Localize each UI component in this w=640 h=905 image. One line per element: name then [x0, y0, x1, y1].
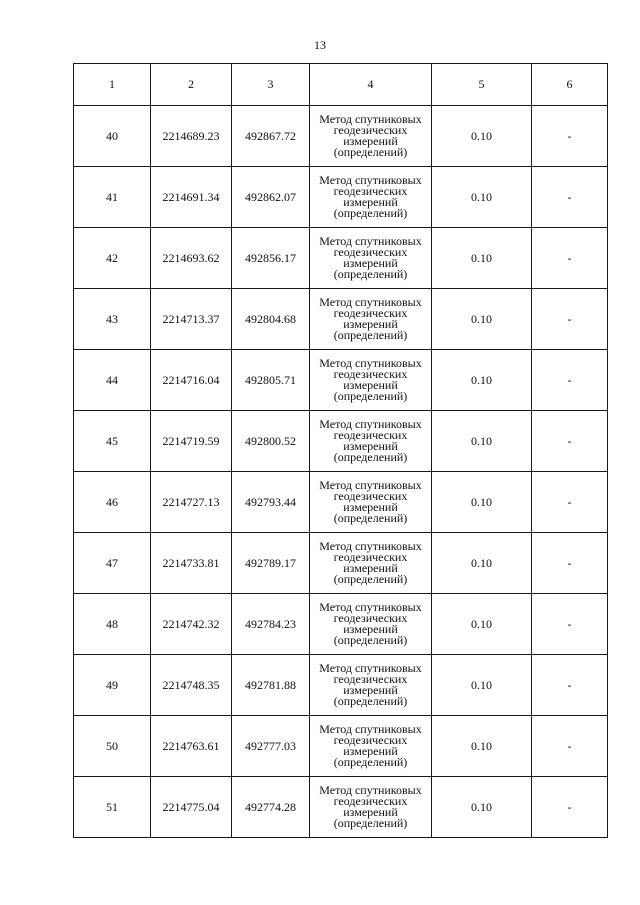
method-line: геодезических: [333, 550, 408, 564]
point-number-cell: 51: [74, 777, 151, 838]
point-number-cell: 45: [74, 411, 151, 472]
point-number-cell: 49: [74, 655, 151, 716]
page-number: 13: [314, 38, 326, 52]
table-body: [74, 64, 608, 838]
table-row: [74, 716, 608, 777]
note-cell: -: [532, 716, 608, 777]
method-cell: [310, 411, 432, 472]
method-line: Метод спутниковых: [319, 722, 422, 736]
coordinate-x-cell: 2214691.34: [151, 167, 232, 228]
accuracy-cell: 0.10: [432, 411, 532, 472]
method-line: Метод спутниковых: [319, 234, 422, 248]
method-line: геодезических: [333, 245, 408, 259]
method-line: геодезических: [333, 306, 408, 320]
method-line: (определений): [333, 755, 408, 769]
method-line: измерений: [343, 317, 398, 331]
method-line: Метод спутниковых: [319, 295, 422, 309]
method-line: геодезических: [333, 428, 408, 442]
header-cell: 4: [310, 64, 432, 106]
note-cell: -: [532, 106, 608, 167]
point-number-cell: 48: [74, 594, 151, 655]
method-line: (определений): [333, 694, 408, 708]
point-number-cell: 40: [74, 106, 151, 167]
method-line: (определений): [333, 389, 408, 403]
point-number-cell: 47: [74, 533, 151, 594]
method-line: геодезических: [333, 489, 408, 503]
method-line: (определений): [333, 633, 408, 647]
accuracy-cell: 0.10: [432, 594, 532, 655]
table-row: [74, 350, 608, 411]
method-line: измерений: [343, 256, 398, 270]
header-cell: 6: [532, 64, 608, 106]
point-number-cell: 41: [74, 167, 151, 228]
method-line: геодезических: [333, 184, 408, 198]
table-row: [74, 777, 608, 838]
method-line: Метод спутниковых: [319, 783, 422, 797]
note-cell: -: [532, 594, 608, 655]
coordinate-y-cell: 492777.03: [232, 716, 310, 777]
note-cell: -: [532, 289, 608, 350]
accuracy-cell: 0.10: [432, 655, 532, 716]
method-line: геодезических: [333, 733, 408, 747]
method-line: измерений: [343, 500, 398, 514]
method-line: Метод спутниковых: [319, 539, 422, 553]
note-cell: -: [532, 167, 608, 228]
table-row: [74, 533, 608, 594]
accuracy-cell: 0.10: [432, 777, 532, 838]
table-row: [74, 655, 608, 716]
coordinate-y-cell: 492867.72: [232, 106, 310, 167]
method-cell: [310, 350, 432, 411]
table-row: [74, 289, 608, 350]
note-cell: -: [532, 350, 608, 411]
table-row: [74, 167, 608, 228]
coordinate-x-cell: 2214742.32: [151, 594, 232, 655]
method-cell: [310, 716, 432, 777]
method-line: геодезических: [333, 123, 408, 137]
coordinate-x-cell: 2214748.35: [151, 655, 232, 716]
accuracy-cell: 0.10: [432, 350, 532, 411]
coordinate-x-cell: 2214727.13: [151, 472, 232, 533]
coordinate-x-cell: 2214763.61: [151, 716, 232, 777]
method-line: Метод спутниковых: [319, 417, 422, 431]
method-line: измерений: [343, 561, 398, 575]
method-line: измерений: [343, 622, 398, 636]
method-line: измерений: [343, 378, 398, 392]
method-line: (определений): [333, 450, 408, 464]
method-cell: [310, 289, 432, 350]
accuracy-cell: 0.10: [432, 716, 532, 777]
coordinate-x-cell: 2214733.81: [151, 533, 232, 594]
coordinate-x-cell: 2214689.23: [151, 106, 232, 167]
table-row: [74, 594, 608, 655]
method-line: Метод спутниковых: [319, 478, 422, 492]
note-cell: -: [532, 411, 608, 472]
method-line: геодезических: [333, 794, 408, 808]
method-line: (определений): [333, 511, 408, 525]
point-number-cell: 43: [74, 289, 151, 350]
header-cell: 2: [151, 64, 232, 106]
header-cell: 1: [74, 64, 151, 106]
coordinate-y-cell: 492800.52: [232, 411, 310, 472]
point-number-cell: 46: [74, 472, 151, 533]
method-line: измерений: [343, 683, 398, 697]
coordinate-y-cell: 492804.68: [232, 289, 310, 350]
accuracy-cell: 0.10: [432, 228, 532, 289]
method-line: измерений: [343, 195, 398, 209]
method-line: Метод спутниковых: [319, 356, 422, 370]
table-row: [74, 228, 608, 289]
note-cell: -: [532, 777, 608, 838]
note-cell: -: [532, 533, 608, 594]
coordinate-x-cell: 2214713.37: [151, 289, 232, 350]
note-cell: -: [532, 655, 608, 716]
coordinate-x-cell: 2214716.04: [151, 350, 232, 411]
coordinate-y-cell: 492781.88: [232, 655, 310, 716]
method-cell: [310, 228, 432, 289]
coordinate-y-cell: 492856.17: [232, 228, 310, 289]
coordinate-y-cell: 492789.17: [232, 533, 310, 594]
coordinate-y-cell: 492793.44: [232, 472, 310, 533]
method-line: (определений): [333, 206, 408, 220]
method-line: измерений: [343, 805, 398, 819]
table-row: [74, 411, 608, 472]
method-cell: [310, 472, 432, 533]
method-cell: [310, 533, 432, 594]
table-row: [74, 472, 608, 533]
method-line: Метод спутниковых: [319, 600, 422, 614]
method-line: (определений): [333, 145, 408, 159]
table-row: [74, 106, 608, 167]
point-number-cell: 44: [74, 350, 151, 411]
method-line: (определений): [333, 816, 408, 830]
note-cell: -: [532, 472, 608, 533]
note-cell: -: [532, 228, 608, 289]
method-line: (определений): [333, 572, 408, 586]
coordinate-y-cell: 492805.71: [232, 350, 310, 411]
method-cell: [310, 106, 432, 167]
coordinate-x-cell: 2214719.59: [151, 411, 232, 472]
point-number-cell: 42: [74, 228, 151, 289]
accuracy-cell: 0.10: [432, 167, 532, 228]
method-line: геодезических: [333, 367, 408, 381]
accuracy-cell: 0.10: [432, 533, 532, 594]
method-line: Метод спутниковых: [319, 173, 422, 187]
method-line: (определений): [333, 328, 408, 342]
header-cell: 5: [432, 64, 532, 106]
method-cell: [310, 655, 432, 716]
coordinate-y-cell: 492862.07: [232, 167, 310, 228]
accuracy-cell: 0.10: [432, 289, 532, 350]
method-line: измерений: [343, 439, 398, 453]
header-cell: 3: [232, 64, 310, 106]
method-cell: [310, 777, 432, 838]
method-line: Метод спутниковых: [319, 661, 422, 675]
table-header-row: [74, 64, 608, 106]
method-cell: [310, 594, 432, 655]
method-line: Метод спутниковых: [319, 112, 422, 126]
method-line: геодезических: [333, 672, 408, 686]
coordinate-x-cell: 2214693.62: [151, 228, 232, 289]
coordinate-y-cell: 492784.23: [232, 594, 310, 655]
method-cell: [310, 167, 432, 228]
point-number-cell: 50: [74, 716, 151, 777]
accuracy-cell: 0.10: [432, 472, 532, 533]
method-line: (определений): [333, 267, 408, 281]
coordinates-table: [73, 63, 608, 838]
coordinate-y-cell: 492774.28: [232, 777, 310, 838]
method-line: измерений: [343, 134, 398, 148]
method-line: измерений: [343, 744, 398, 758]
coordinate-x-cell: 2214775.04: [151, 777, 232, 838]
method-line: геодезических: [333, 611, 408, 625]
accuracy-cell: 0.10: [432, 106, 532, 167]
